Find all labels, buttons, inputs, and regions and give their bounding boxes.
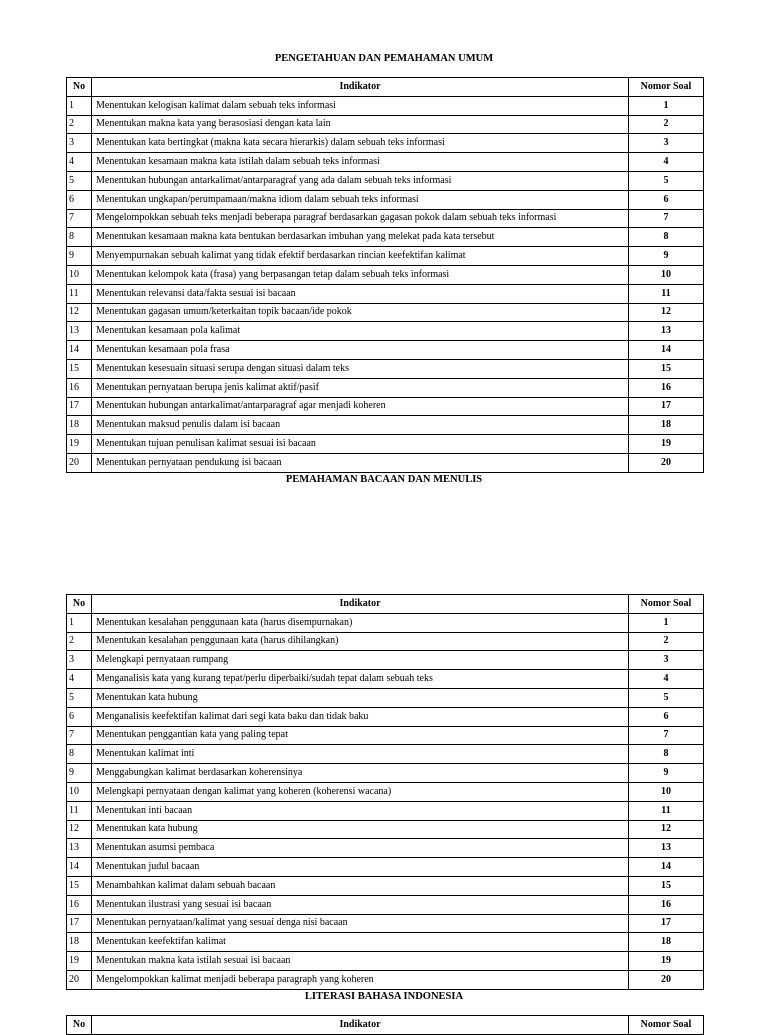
cell-indikator: Menentukan inti bacaan [92, 801, 629, 820]
cell-indikator: Menentukan judul bacaan [92, 858, 629, 877]
cell-indikator: Menentukan gagasan umum/keterkaitan topik bacaan/ide pokok [92, 303, 629, 322]
cell-no: 6 [67, 190, 92, 209]
cell-nomor-soal: 18 [629, 933, 704, 952]
cell-indikator: Menentukan kelompok kata (frasa) yang berpasangan tetap dalam sebuah teks informasi [92, 265, 629, 284]
table-row [67, 914, 704, 933]
cell-nomor-soal: 7 [629, 209, 704, 228]
cell-indikator: Menentukan ilustrasi yang sesuai isi bacaan [92, 895, 629, 914]
cell-nomor-soal: 8 [629, 745, 704, 764]
table-row [67, 247, 704, 266]
cell-indikator: Menentukan makna kata istilah sesuai isi bacaan [92, 952, 629, 971]
cell-indikator: Menentukan pernyataan pendukung isi bacaan [92, 453, 629, 472]
cell-no: 11 [67, 284, 92, 303]
table-row [67, 613, 704, 632]
header-nomor-soal: Nomor Soal [629, 78, 704, 97]
table-row [67, 115, 704, 134]
cell-no: 4 [67, 670, 92, 689]
cell-no: 7 [67, 726, 92, 745]
table-header-row [67, 595, 704, 614]
cell-no: 16 [67, 895, 92, 914]
cell-nomor-soal: 12 [629, 820, 704, 839]
cell-indikator: Menentukan pernyataan/kalimat yang sesuai denga nisi bacaan [92, 914, 629, 933]
table-row [67, 341, 704, 360]
table-row [67, 190, 704, 209]
cell-no: 10 [67, 265, 92, 284]
table-row [67, 933, 704, 952]
cell-indikator: Menentukan kesalahan penggunaan kata (harus dihilangkan) [92, 632, 629, 651]
cell-nomor-soal: 18 [629, 416, 704, 435]
indicator-table-literasi [66, 1015, 704, 1035]
cell-nomor-soal: 14 [629, 858, 704, 877]
table-row [67, 801, 704, 820]
cell-no: 11 [67, 801, 92, 820]
cell-no: 14 [67, 341, 92, 360]
cell-no: 20 [67, 970, 92, 989]
cell-no: 14 [67, 858, 92, 877]
table-row [67, 153, 704, 172]
cell-nomor-soal: 19 [629, 952, 704, 971]
cell-nomor-soal: 6 [629, 707, 704, 726]
cell-indikator: Menentukan kesesuain situasi serupa dengan situasi dalam teks [92, 359, 629, 378]
cell-no: 15 [67, 876, 92, 895]
cell-nomor-soal: 17 [629, 397, 704, 416]
cell-indikator: Menganalisis kata yang kurang tepat/perlu diperbaiki/sudah tepat dalam sebuah teks [92, 670, 629, 689]
cell-nomor-soal: 5 [629, 688, 704, 707]
table-row [67, 858, 704, 877]
cell-no: 9 [67, 247, 92, 266]
cell-indikator: Menentukan keefektifan kalimat [92, 933, 629, 952]
cell-nomor-soal: 8 [629, 228, 704, 247]
cell-nomor-soal: 19 [629, 435, 704, 454]
cell-nomor-soal: 13 [629, 839, 704, 858]
cell-nomor-soal: 1 [629, 96, 704, 115]
header-indikator: Indikator [92, 595, 629, 614]
cell-no: 17 [67, 914, 92, 933]
cell-no: 1 [67, 613, 92, 632]
table-row [67, 265, 704, 284]
cell-nomor-soal: 11 [629, 284, 704, 303]
table-row [67, 209, 704, 228]
cell-indikator: Menentukan makna kata yang berasosiasi dengan kata lain [92, 115, 629, 134]
table-row [67, 970, 704, 989]
cell-nomor-soal: 4 [629, 153, 704, 172]
cell-indikator: Menentukan kesamaan pola kalimat [92, 322, 629, 341]
cell-nomor-soal: 1 [629, 613, 704, 632]
cell-nomor-soal: 15 [629, 876, 704, 895]
table-row [67, 876, 704, 895]
table-row [67, 895, 704, 914]
header-no: No [67, 1016, 92, 1035]
cell-indikator: Menentukan hubungan antarkalimat/antarparagraf agar menjadi koheren [92, 397, 629, 416]
cell-nomor-soal: 3 [629, 651, 704, 670]
cell-nomor-soal: 16 [629, 378, 704, 397]
section-title-pengetahuan: PENGETAHUAN DAN PEMAHAMAN UMUM [274, 53, 494, 64]
header-indikator: Indikator [92, 1016, 629, 1035]
table-row [67, 820, 704, 839]
table-row [67, 632, 704, 651]
cell-nomor-soal: 17 [629, 914, 704, 933]
cell-no: 5 [67, 688, 92, 707]
indicator-table-pemahaman-bacaan [66, 594, 704, 990]
header-nomor-soal: Nomor Soal [629, 595, 704, 614]
cell-no: 12 [67, 303, 92, 322]
table-row [67, 726, 704, 745]
cell-nomor-soal: 7 [629, 726, 704, 745]
cell-indikator: Menentukan kata hubung [92, 688, 629, 707]
table-row [67, 839, 704, 858]
table-row [67, 378, 704, 397]
cell-nomor-soal: 6 [629, 190, 704, 209]
cell-indikator: Menentukan ungkapan/perumpamaan/makna idiom dalam sebuah teks informasi [92, 190, 629, 209]
table-row [67, 322, 704, 341]
cell-indikator: Mengelompokkan kalimat menjadi beberapa paragraph yang koheren [92, 970, 629, 989]
cell-nomor-soal: 2 [629, 632, 704, 651]
cell-no: 4 [67, 153, 92, 172]
table-row [67, 651, 704, 670]
table-row [67, 397, 704, 416]
cell-nomor-soal: 11 [629, 801, 704, 820]
cell-no: 8 [67, 228, 92, 247]
cell-indikator: Menentukan kesamaan makna kata istilah dalam sebuah teks informasi [92, 153, 629, 172]
section-title-pemahaman-bacaan: PEMAHAMAN BACAAN DAN MENULIS [285, 474, 483, 485]
cell-no: 15 [67, 359, 92, 378]
table-row [67, 952, 704, 971]
cell-indikator: Menentukan kelogisan kalimat dalam sebuah teks informasi [92, 96, 629, 115]
cell-no: 8 [67, 745, 92, 764]
cell-nomor-soal: 5 [629, 171, 704, 190]
table-header-row [67, 78, 704, 97]
cell-nomor-soal: 3 [629, 134, 704, 153]
cell-no: 16 [67, 378, 92, 397]
cell-indikator: Menentukan kesamaan makna kata bentukan berdasarkan imbuhan yang melekat pada kata tersebut [92, 228, 629, 247]
cell-nomor-soal: 13 [629, 322, 704, 341]
cell-no: 5 [67, 171, 92, 190]
cell-no: 17 [67, 397, 92, 416]
cell-no: 13 [67, 839, 92, 858]
indicator-table-pengetahuan [66, 77, 704, 473]
cell-indikator: Menentukan asumsi pembaca [92, 839, 629, 858]
cell-nomor-soal: 12 [629, 303, 704, 322]
cell-no: 20 [67, 453, 92, 472]
cell-no: 2 [67, 632, 92, 651]
cell-no: 1 [67, 96, 92, 115]
cell-no: 7 [67, 209, 92, 228]
cell-indikator: Menyempurnakan sebuah kalimat yang tidak efektif berdasarkan rincian keefektifan kalimat [92, 247, 629, 266]
cell-indikator: Menambahkan kalimat dalam sebuah bacaan [92, 876, 629, 895]
cell-indikator: Melengkapi pernyataan dengan kalimat yang koheren (koherensi wacana) [92, 782, 629, 801]
table-row [67, 764, 704, 783]
cell-indikator: Menentukan kesalahan penggunaan kata (harus disempurnakan) [92, 613, 629, 632]
cell-nomor-soal: 2 [629, 115, 704, 134]
cell-nomor-soal: 14 [629, 341, 704, 360]
cell-nomor-soal: 16 [629, 895, 704, 914]
table-row [67, 228, 704, 247]
cell-indikator: Menentukan kesamaan pola frasa [92, 341, 629, 360]
cell-nomor-soal: 10 [629, 265, 704, 284]
table-row [67, 416, 704, 435]
header-no: No [67, 78, 92, 97]
cell-no: 6 [67, 707, 92, 726]
table-row [67, 435, 704, 454]
cell-indikator: Menentukan kata hubung [92, 820, 629, 839]
cell-indikator: Menentukan hubungan antarkalimat/antarparagraf yang ada dalam sebuah teks informasi [92, 171, 629, 190]
cell-no: 18 [67, 933, 92, 952]
cell-no: 19 [67, 435, 92, 454]
cell-no: 2 [67, 115, 92, 134]
table-row [67, 359, 704, 378]
cell-indikator: Menggabungkan kalimat berdasarkan koherensinya [92, 764, 629, 783]
header-indikator: Indikator [92, 78, 629, 97]
table-row [67, 284, 704, 303]
cell-nomor-soal: 20 [629, 453, 704, 472]
cell-nomor-soal: 4 [629, 670, 704, 689]
cell-no: 19 [67, 952, 92, 971]
cell-nomor-soal: 9 [629, 764, 704, 783]
cell-no: 13 [67, 322, 92, 341]
cell-indikator: Menentukan tujuan penulisan kalimat sesuai isi bacaan [92, 435, 629, 454]
table-row [67, 707, 704, 726]
cell-no: 9 [67, 764, 92, 783]
cell-nomor-soal: 15 [629, 359, 704, 378]
cell-no: 3 [67, 134, 92, 153]
table-row [67, 782, 704, 801]
cell-indikator: Menentukan penggantian kata yang paling tepat [92, 726, 629, 745]
table-row [67, 745, 704, 764]
cell-nomor-soal: 20 [629, 970, 704, 989]
cell-indikator: Menentukan kalimat inti [92, 745, 629, 764]
cell-indikator: Menentukan relevansi data/fakta sesuai isi bacaan [92, 284, 629, 303]
table-row [67, 134, 704, 153]
table-row [67, 96, 704, 115]
table-row [67, 303, 704, 322]
cell-no: 3 [67, 651, 92, 670]
header-no: No [67, 595, 92, 614]
cell-indikator: Menentukan maksud penulis dalam isi bacaan [92, 416, 629, 435]
cell-no: 18 [67, 416, 92, 435]
table-row [67, 688, 704, 707]
cell-no: 10 [67, 782, 92, 801]
cell-indikator: Melengkapi pernyataan rumpang [92, 651, 629, 670]
cell-no: 12 [67, 820, 92, 839]
cell-nomor-soal: 10 [629, 782, 704, 801]
cell-indikator: Menentukan kata bertingkat (makna kata secara hierarkis) dalam sebuah teks informasi [92, 134, 629, 153]
table-row [67, 670, 704, 689]
table-row [67, 171, 704, 190]
cell-indikator: Menentukan pernyataan berupa jenis kalimat aktif/pasif [92, 378, 629, 397]
cell-indikator: Mengelompokkan sebuah teks menjadi beberapa paragraf berdasarkan gagasan pokok dalam sebuah teks informasi [92, 209, 629, 228]
section-title-literasi: LITERASI BAHASA INDONESIA [304, 991, 464, 1002]
header-nomor-soal: Nomor Soal [629, 1016, 704, 1035]
table-header-row [67, 1016, 704, 1035]
table-row [67, 453, 704, 472]
cell-nomor-soal: 9 [629, 247, 704, 266]
cell-indikator: Menganalisis keefektifan kalimat dari segi kata baku dan tidak baku [92, 707, 629, 726]
